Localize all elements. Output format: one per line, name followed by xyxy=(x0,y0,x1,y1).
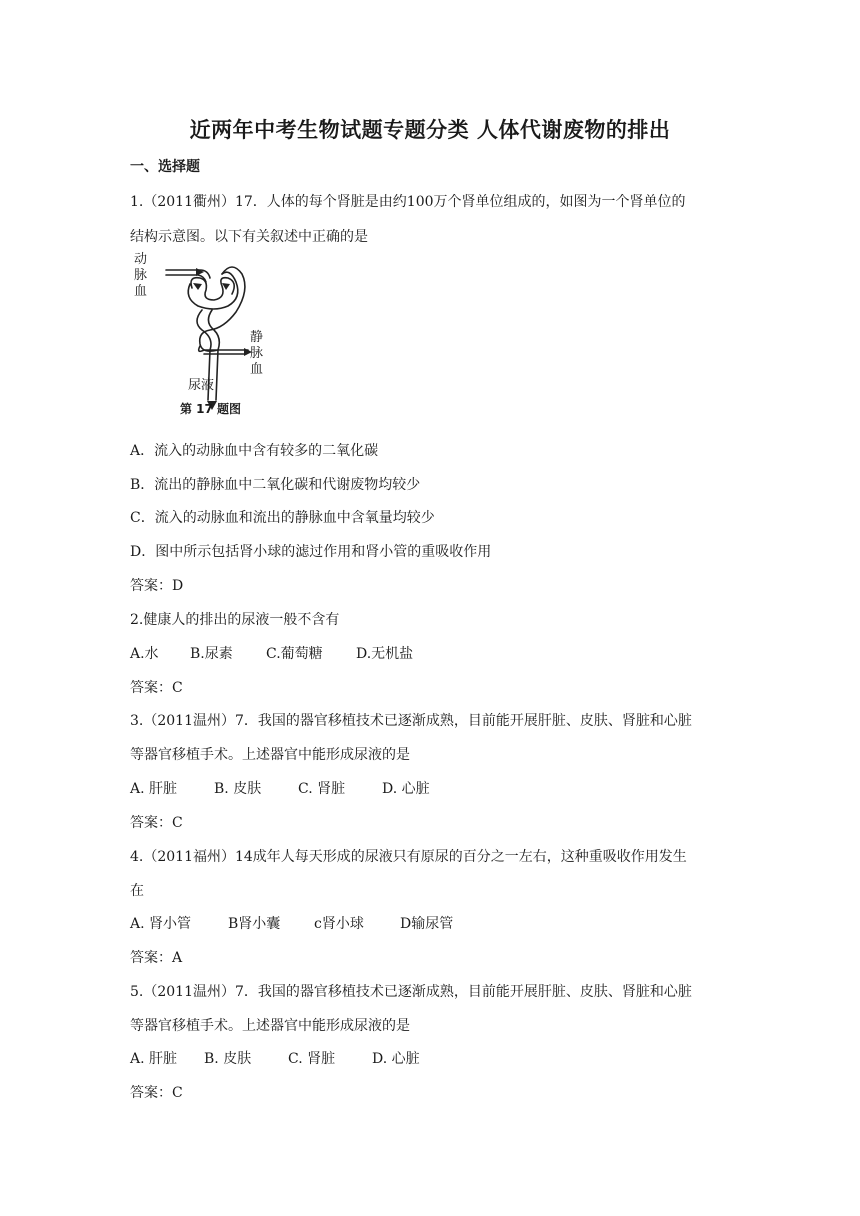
q5-option-b: B. 皮肤 xyxy=(204,1051,252,1067)
q4-stem-line1: 4.（2011福州）14成年人每天形成的尿液只有原尿的百分之一左右，这种重吸收作用发生 xyxy=(130,849,687,865)
q4-option-b: B肾小囊 xyxy=(228,916,281,932)
q1-option-a: A．流入的动脉血中含有较多的二氧化碳 xyxy=(130,443,379,459)
q1-stem-line1: 1.（2011衢州）17．人体的每个肾脏是由约100万个肾单位组成的，如图为一个肾单位的 xyxy=(130,194,686,210)
q5-answer: 答案：C xyxy=(130,1085,183,1101)
q4-option-d: D输尿管 xyxy=(400,916,454,932)
q1-option-c: C．流入的动脉血和流出的静脉血中含氧量均较少 xyxy=(130,510,435,526)
q5-options xyxy=(130,1048,420,1068)
q2-option-a: A.水 xyxy=(130,646,159,662)
section-heading: 一、选择题 xyxy=(130,159,200,175)
q4-option-c: c肾小球 xyxy=(314,916,364,932)
q1-stem-line2: 结构示意图。以下有关叙述中正确的是 xyxy=(130,229,368,245)
q3-option-c: C. 肾脏 xyxy=(298,781,346,797)
q2-option-b: B.尿素 xyxy=(190,646,233,662)
q5-option-c: C. 肾脏 xyxy=(288,1051,336,1067)
q3-option-d: D. 心脏 xyxy=(382,781,430,797)
q5-stem-line2: 等器官移植手术。上述器官中能形成尿液的是 xyxy=(130,1018,410,1034)
nephron-figure xyxy=(130,250,300,425)
q3-option-b: B. 皮肤 xyxy=(214,781,262,797)
q4-options xyxy=(130,913,453,933)
q2-options xyxy=(130,643,413,663)
q3-stem-line2: 等器官移植手术。上述器官中能形成尿液的是 xyxy=(130,747,410,763)
page-title: 近两年中考生物试题专题分类 人体代谢废物的排出 xyxy=(189,118,671,142)
label-venous-blood: 静脉血 xyxy=(250,330,264,377)
figure-caption: 第 17 题图 xyxy=(180,402,242,416)
q4-option-a: A. 肾小管 xyxy=(130,916,192,932)
q5-stem-line1: 5.（2011温州）7．我国的器官移植技术已逐渐成熟，目前能开展肝脏、皮肤、肾脏和心脏 xyxy=(130,984,692,1000)
q2-option-c: C.葡萄糖 xyxy=(266,646,323,662)
q2-option-d: D.无机盐 xyxy=(356,646,414,662)
q4-stem-line2: 在 xyxy=(130,883,144,899)
q3-answer: 答案：C xyxy=(130,815,183,831)
q1-answer: 答案：D xyxy=(130,578,184,594)
q2-answer: 答案：C xyxy=(130,680,183,696)
q3-options xyxy=(130,778,430,798)
label-arterial-blood: 动脉血 xyxy=(134,252,148,299)
q1-option-d: D．图中所示包括肾小球的滤过作用和肾小管的重吸收作用 xyxy=(130,544,492,560)
q3-stem-line1: 3.（2011温州）7．我国的器官移植技术已逐渐成熟，目前能开展肝脏、皮肤、肾脏和心脏 xyxy=(130,713,692,729)
efferent-vessel xyxy=(199,346,248,351)
q2-stem: 2.健康人的排出的尿液一般不含有 xyxy=(130,612,340,628)
q3-option-a: A. 肝脏 xyxy=(130,781,178,797)
q5-option-a: A. 肝脏 xyxy=(130,1051,178,1067)
q1-option-b: B．流出的静脉血中二氧化碳和代谢废物均较少 xyxy=(130,477,421,493)
nephron-diagram xyxy=(130,250,300,425)
arrow-glomerulus xyxy=(193,283,202,290)
q4-answer: 答案：A xyxy=(130,950,183,966)
q5-option-d: D. 心脏 xyxy=(372,1051,420,1067)
label-urine: 尿液 xyxy=(188,378,215,393)
